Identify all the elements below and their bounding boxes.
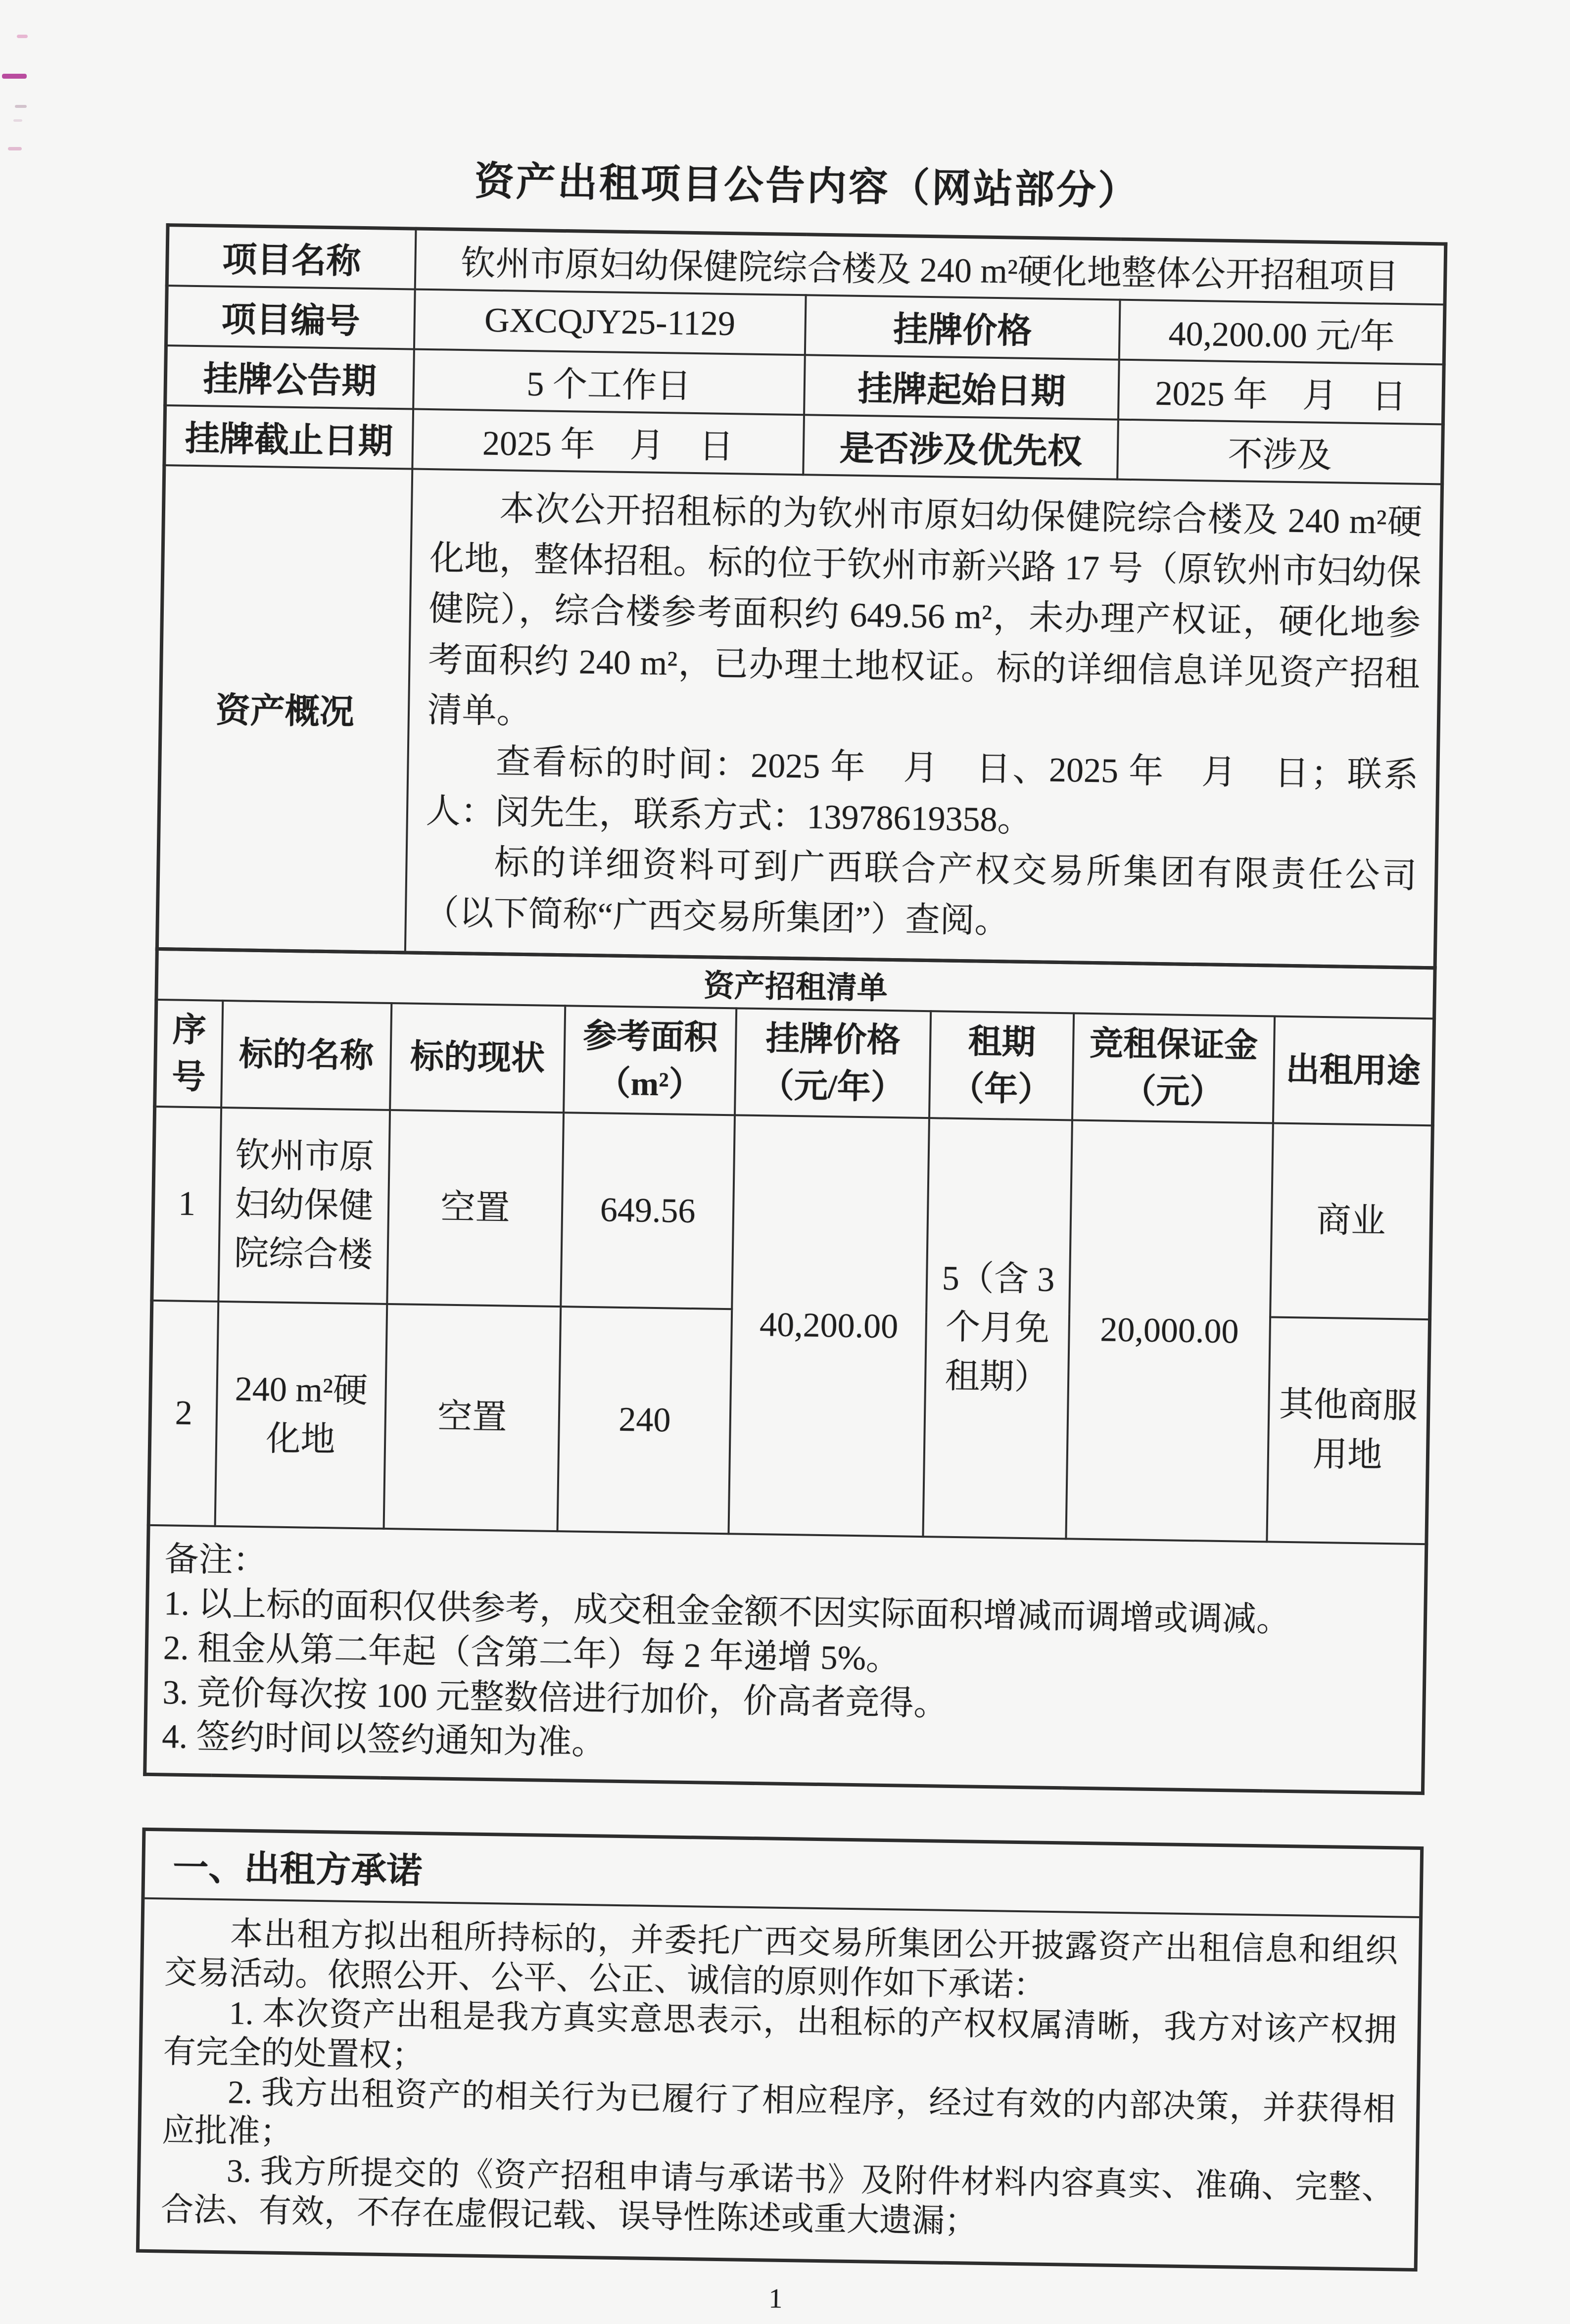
value-listing-price: 40,200.00 元/年	[1119, 300, 1445, 365]
value-start-date: 2025 年 月 日	[1118, 360, 1444, 425]
scan-artifact	[13, 119, 22, 122]
cell-status-1: 空置	[387, 1110, 564, 1307]
header-unit: （元/年）	[760, 1066, 905, 1107]
note-line: 3. 竞价每次按 100 元整数倍进行加价，价高者竞得。	[162, 1673, 948, 1723]
header-text: 标的名称	[238, 1035, 374, 1075]
overview-paragraph: 标的详细资料可到广西联合产权交易所集团有限责任公司（以下简称“广西交易所集团”）查阅。	[424, 844, 1417, 941]
listing-row-1	[152, 1107, 1433, 1319]
label-listing-price: 挂牌价格	[805, 295, 1120, 359]
document-content	[132, 145, 1450, 2324]
cell-serial-2: 2	[148, 1301, 218, 1526]
row-asset-overview	[157, 465, 1442, 968]
scan-artifact	[17, 35, 28, 38]
notes-label: 备注：	[164, 1540, 268, 1580]
value-end-date: 2025 年 月 日	[412, 409, 804, 475]
label-announcement-period: 挂牌公告期	[165, 345, 414, 409]
asset-listing-table	[143, 947, 1437, 1795]
note-line: 4. 签约时间以签约通知为准。	[161, 1717, 606, 1762]
header-reference-area	[564, 1006, 736, 1115]
label-start-date: 挂牌起始日期	[804, 355, 1119, 419]
project-info-table	[155, 223, 1448, 969]
cell-area-1: 649.56	[561, 1113, 735, 1309]
asset-overview-text	[405, 469, 1442, 968]
cell-price-merged: 40,200.00	[729, 1115, 929, 1537]
value-project-number: GXCQJY25-1129	[414, 290, 806, 355]
header-unit: （年）	[950, 1069, 1052, 1109]
header-lease-term	[929, 1011, 1074, 1120]
cell-area-2: 240	[558, 1307, 732, 1534]
header-bid-deposit	[1072, 1013, 1275, 1123]
lessor-commitment-section	[136, 1828, 1424, 2272]
header-text: 租期	[968, 1022, 1036, 1061]
cell-name-2: 240 m²硬化地	[215, 1302, 387, 1529]
commitment-paragraph: 2. 我方出租资产的相关行为已履行了相应程序，经过有效的内部决策，并获得相应批准；	[161, 2074, 1396, 2151]
header-unit	[160, 1100, 216, 1101]
header-serial-number	[155, 1000, 223, 1108]
header-unit	[227, 1077, 385, 1080]
header-listing-price	[735, 1008, 931, 1118]
note-line: 2. 租金从第二年起（含第二年）每 2 年递增 5%。	[163, 1629, 901, 1678]
commitment-heading: 一、出租方承诺	[144, 1831, 1420, 1918]
commitment-body	[140, 1899, 1419, 2268]
header-target-status	[390, 1003, 565, 1113]
header-text: 标的现状	[410, 1037, 545, 1077]
header-unit	[395, 1080, 559, 1082]
cell-name-1: 钦州市原妇幼保健院综合楼	[218, 1108, 390, 1304]
header-text: 参考面积	[582, 1017, 718, 1057]
header-unit: （m²）	[596, 1064, 703, 1104]
header-text: 序号	[171, 1010, 207, 1096]
page-number: 1	[768, 2283, 783, 2315]
scan-artifact	[2, 74, 27, 79]
notes-cell	[145, 1525, 1427, 1793]
label-project-name: 项目名称	[167, 225, 416, 290]
cell-use-1: 商业	[1270, 1123, 1433, 1319]
commitment-paragraph: 3. 我方所提交的《资产招租申请与承诺书》及附件材料内容真实、准确、完整、合法、有效，不存在虚假记载、误导性陈述或重大遗漏；	[160, 2153, 1395, 2240]
value-priority-right: 不涉及	[1118, 420, 1443, 484]
cell-use-2: 其他商服用地	[1267, 1317, 1430, 1544]
scan-artifact	[15, 105, 27, 108]
overview-paragraph: 本次公开招租标的为钦州市原妇幼保健院综合楼及 240 m²硬化地，整体招租。标的位于钦州市新兴路 17 号（原钦州市妇幼保健院），综合楼参考面积约 649.56 m²，未办理产权证，硬化地参考面积约 240 m²，已办理土地权证。标的详细信息详见资产招租清单。	[427, 490, 1423, 731]
header-target-name	[221, 1001, 391, 1110]
listing-table-title: 资产招租清单	[156, 949, 1435, 1018]
listing-header-row	[155, 1000, 1434, 1125]
header-text: 挂牌价格	[765, 1019, 901, 1059]
page-title: 资产出租项目公告内容（网站部分）	[474, 160, 1140, 214]
header-unit: （元）	[1122, 1071, 1224, 1111]
label-asset-overview: 资产概况	[157, 465, 412, 953]
value-project-name: 钦州市原妇幼保健院综合楼及 240 m²硬化地整体公开招租项目	[415, 229, 1445, 304]
header-text: 竞租保证金	[1089, 1024, 1258, 1065]
cell-term-merged: 5（含 3 个月免租期）	[923, 1118, 1072, 1539]
note-line: 1. 以上标的面积仅供参考，成交租金金额不因实际面积增减而调增或调减。	[163, 1584, 1291, 1639]
header-text: 出租用途	[1285, 1050, 1421, 1090]
cell-serial-1: 1	[152, 1107, 221, 1302]
cell-deposit-merged: 20,000.00	[1066, 1120, 1273, 1542]
commitment-paragraph: 本出租方拟出租所持标的，并委托广西交易所集团公开披露资产出租信息和组织交易活动。依照公开、公平、公正、诚信的原则作如下承诺：	[164, 1916, 1398, 2004]
scan-artifact	[8, 147, 22, 150]
label-project-number: 项目编号	[166, 286, 415, 349]
listing-notes-row	[145, 1525, 1427, 1793]
overview-paragraph: 查看标的时间：2025 年 月 日、2025 年 月 日；联系人：闵先生，联系方式：13978619358。	[426, 743, 1419, 840]
label-priority-right: 是否涉及优先权	[803, 415, 1118, 479]
value-announcement-period: 5 个工作日	[413, 349, 805, 415]
header-unit	[1278, 1093, 1427, 1095]
commitment-paragraph: 1. 本次资产出租是我方真实意思表示，出租标的产权权属清晰，我方对该产权拥有完全的处置权；	[163, 1995, 1397, 2074]
cell-status-2: 空置	[383, 1304, 561, 1531]
header-rental-use	[1273, 1016, 1434, 1125]
label-end-date: 挂牌截止日期	[164, 405, 413, 469]
